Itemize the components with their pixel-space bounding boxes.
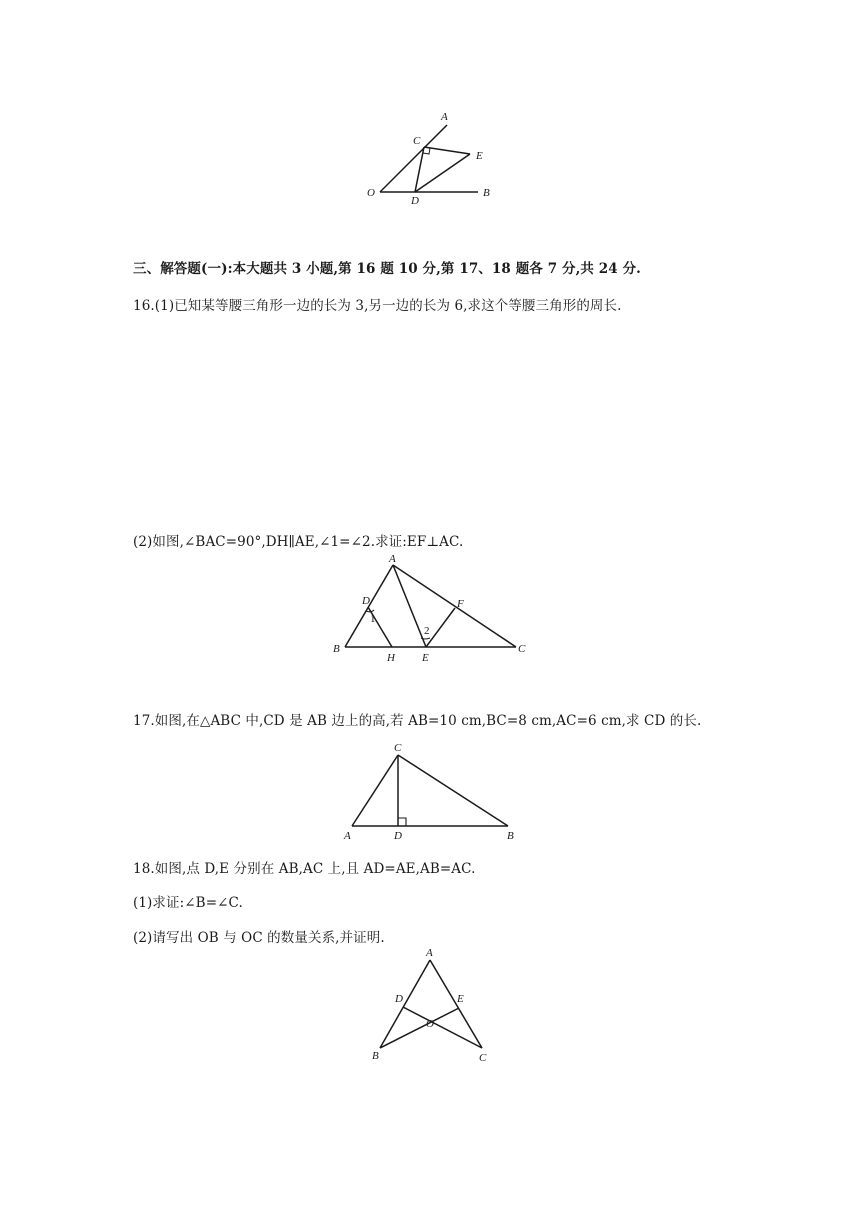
q18-text: 18.如图,点 D,E 分别在 AB,AC 上,且 AD=AE,AB=AC. [133, 861, 476, 877]
q17-text: 17.如图,在△ABC 中,CD 是 AB 边上的高,若 AB=10 cm,BC=8 cm,AC=6 cm,求 CD 的长. [133, 713, 702, 729]
label-h: H [387, 652, 395, 664]
q18-part2: (2)请写出 OB 与 OC 的数量关系,并证明. [133, 930, 385, 946]
label-b: B [372, 1050, 379, 1062]
segment-de [415, 154, 470, 192]
label-f: F [457, 598, 464, 610]
label-d: D [394, 830, 402, 842]
label-a: A [426, 947, 433, 959]
side-ac [393, 565, 516, 647]
label-a: A [441, 111, 448, 123]
side-cb [398, 755, 508, 826]
label-b: B [483, 187, 490, 199]
q18-part1: (1)求证:∠B=∠C. [133, 895, 243, 911]
label-o: O [426, 1018, 434, 1030]
label-d: D [395, 993, 403, 1005]
q16-part1: 16.(1)已知某等腰三角形一边的长为 3,另一边的长为 6,求这个等腰三角形的周长. [133, 298, 622, 314]
angle-2-mark [421, 638, 430, 639]
label-a: A [344, 830, 351, 842]
section-3-title: 三、解答题(一):本大题共 3 小题,第 16 题 10 分,第 17、18 题各 7 分,共 24 分. [133, 261, 641, 277]
label-d: D [362, 595, 370, 607]
figure-q17-triangle [340, 740, 525, 844]
figure-q18-triangle [365, 944, 500, 1069]
label-o: O [367, 187, 375, 199]
label-a: A [389, 553, 396, 565]
label-e: E [457, 993, 464, 1005]
label-e: E [422, 652, 429, 664]
label-c: C [413, 135, 421, 147]
segment-ce [424, 147, 470, 154]
figure-angle-aob [360, 108, 510, 208]
label-c: C [518, 643, 526, 655]
label-angle-1: 1 [370, 613, 376, 625]
label-e: E [476, 150, 483, 162]
segment-ae [393, 565, 426, 647]
segment-dc [415, 147, 424, 192]
label-c: C [394, 742, 402, 754]
side-ac [352, 755, 398, 826]
label-b: B [507, 830, 514, 842]
label-angle-2: 2 [424, 625, 430, 637]
label-d: D [411, 195, 419, 207]
right-angle-mark [398, 818, 406, 826]
q16-part2: (2)如图,∠BAC=90°,DH∥AE,∠1=∠2.求证:EF⊥AC. [133, 534, 464, 550]
label-c: C [479, 1052, 487, 1064]
figure-q16-triangle [328, 555, 533, 665]
label-b: B [333, 643, 340, 655]
segment-ef [426, 608, 455, 647]
